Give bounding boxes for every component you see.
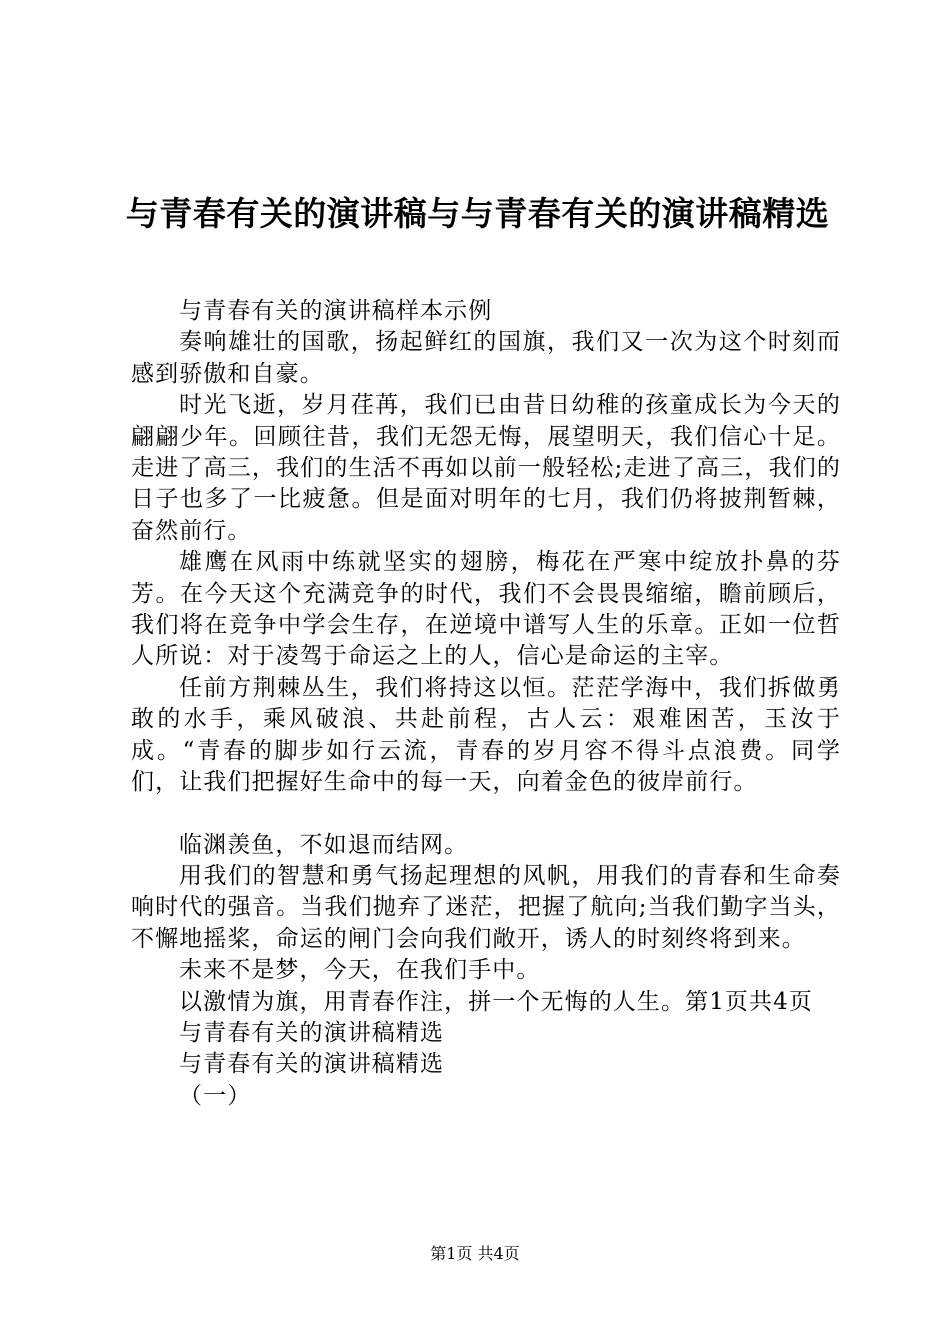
page-footer: 第1页 共4页 xyxy=(430,1244,520,1263)
paragraph: 未来不是梦，今天，在我们手中。 xyxy=(179,957,541,984)
paragraph: 时光飞逝，岁月荏苒，我们已由昔日幼稚的孩童成长为今天的翩翩少年。回顾往昔，我们无怨无悔，展望明天，我们信心十足。走进了高三，我们的生活不再如以前一般轻松;走进了高三，我们的日子也多了一比疲惫。但是面对明年的七月，我们仍将披荆暂棘，奋然前行。 xyxy=(131,392,841,544)
paragraph: 奏响雄壮的国歌，扬起鲜红的国旗，我们又一次为这个时刻而感到骄傲和自豪。 xyxy=(131,329,841,387)
paragraph: 与青春有关的演讲稿样本示例 xyxy=(179,298,493,324)
paragraph: 任前方荆棘丛生，我们将持这以恒。茫茫学海中，我们拆做勇敢的水手，乘风破浪、共赴前程，古人云：艰难困苦，玉汝于成。“青春的脚步如行云流，青春的岁月容不得斗点浪费。同学们，让我们把握好生命中的每一天，向着金色的彼岸前行。 xyxy=(131,674,841,796)
paragraph: （一） xyxy=(179,1082,252,1109)
paragraph: 用我们的智慧和勇气扬起理想的风帆，用我们的青春和生命奏响时代的强音。当我们抛弃了迷茫，把握了航向;当我们勤字当头，不懈地摇桨，命运的闸门会向我们敞开，诱人的时刻终将到来。 xyxy=(131,862,841,952)
paragraph: 雄鹰在风雨中练就坚实的翅膀，梅花在严寒中绽放扑鼻的芬芳。在今天这个充满竞争的时代，我们不会畏畏缩缩，瞻前顾后，我们将在竞争中学会生存，在逆境中谱写人生的乐章。正如一位哲人所说：对于凌驾于命运之上的人，信心是命运的主宰。 xyxy=(131,549,841,670)
document-title: 与青春有关的演讲稿与与青春有关的演讲稿精选 xyxy=(125,194,830,233)
paragraph: 临渊羡鱼，不如退而结网。 xyxy=(179,831,469,858)
paragraph: 与青春有关的演讲稿精选 xyxy=(179,1051,445,1078)
document-body xyxy=(131,296,841,1112)
paragraph: 以激情为旗，用青春作注，拼一个无悔的人生。第1页共4页 xyxy=(179,988,813,1015)
paragraph: 与青春有关的演讲稿精选 xyxy=(179,1019,445,1046)
